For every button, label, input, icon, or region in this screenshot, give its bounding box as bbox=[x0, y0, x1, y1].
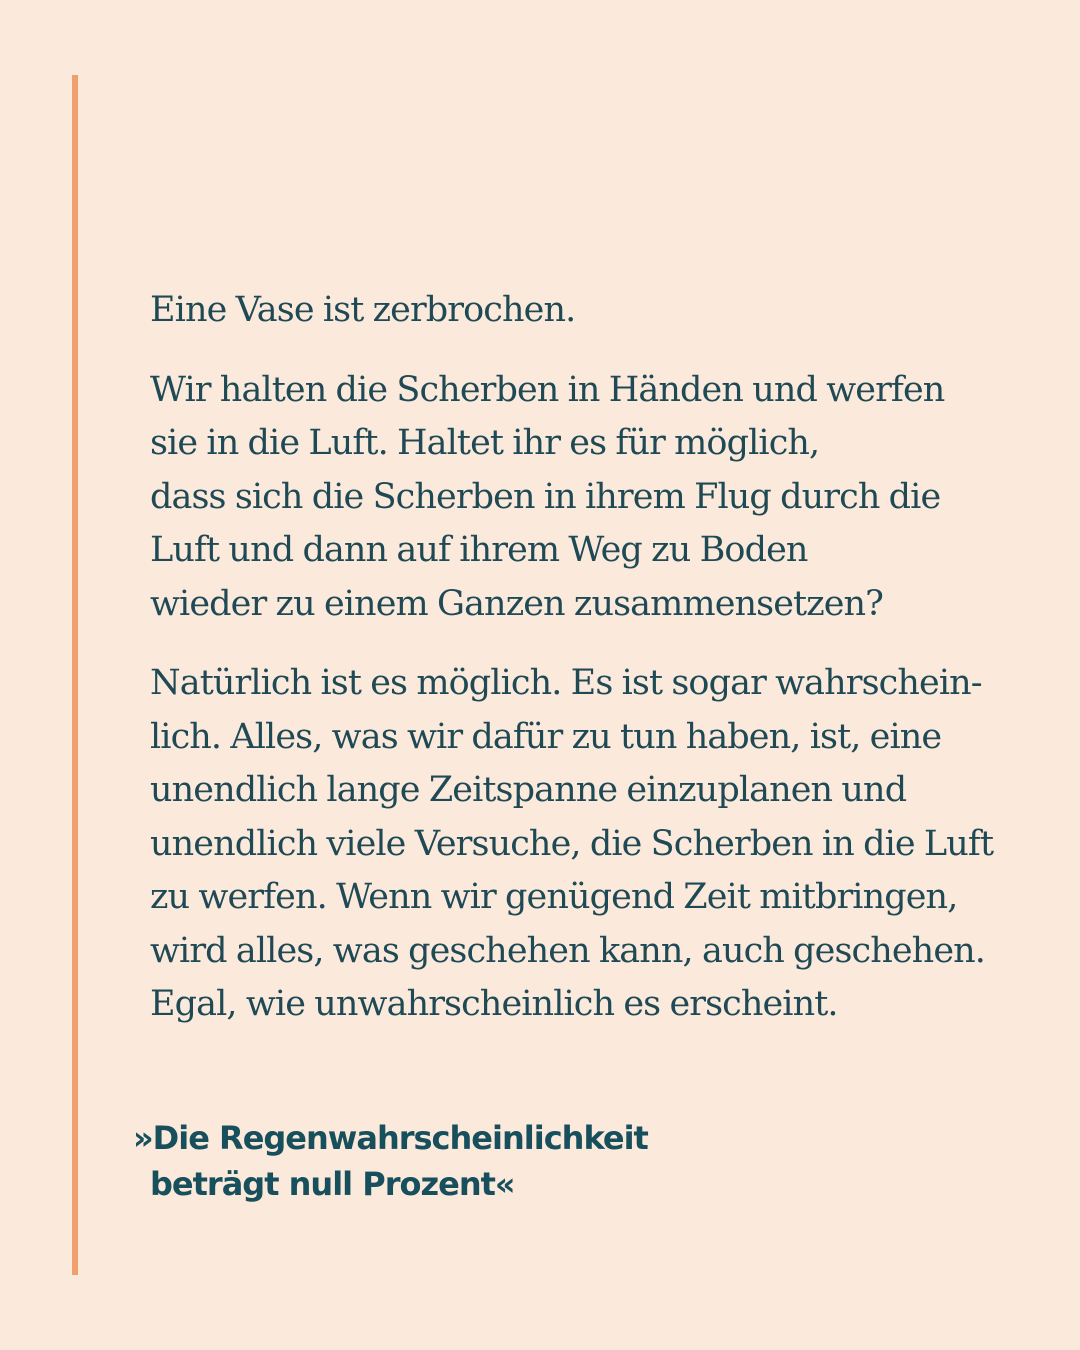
text-line: wieder zu einem Ganzen zusammensetzen? bbox=[150, 583, 884, 624]
quote-text bbox=[150, 284, 1030, 1058]
book-title-line-2: beträgt null Prozent« bbox=[150, 1165, 515, 1203]
paragraph-1 bbox=[150, 284, 1030, 338]
text-line: Natürlich ist es möglich. Es ist sogar wahrschein- bbox=[150, 663, 982, 703]
text-line: zu werfen. Wenn wir genügend Zeit mitbringen, bbox=[150, 877, 958, 917]
text-line: dass sich die Scherben in ihrem Flug durch die bbox=[150, 476, 941, 517]
book-title bbox=[133, 1115, 648, 1207]
text-line: Eine Vase ist zerbrochen. bbox=[150, 290, 576, 330]
text-line: unendlich viele Versuche, die Scherben in die Luft bbox=[150, 823, 994, 864]
text-line: sie in die Luft. Haltet ihr es für möglich, bbox=[150, 423, 820, 463]
text-line: wird alles, was geschehen kann, auch geschehen. bbox=[150, 930, 986, 971]
paragraph-3 bbox=[150, 657, 1030, 1032]
text-line: unendlich lange Zeitspanne einzuplanen und bbox=[150, 770, 907, 810]
text-line: Luft und dann auf ihrem Weg zu Boden bbox=[150, 530, 808, 570]
text-line: Wir halten die Scherben in Händen und werfen bbox=[150, 369, 945, 410]
paragraph-2 bbox=[150, 364, 1030, 632]
text-line: lich. Alles, was wir dafür zu tun haben, ist, eine bbox=[150, 716, 942, 757]
accent-line bbox=[72, 75, 78, 1275]
book-title-line-1: »Die Regenwahrscheinlichkeit bbox=[133, 1119, 648, 1157]
text-line: Egal, wie unwahrscheinlich es erscheint. bbox=[150, 984, 838, 1024]
